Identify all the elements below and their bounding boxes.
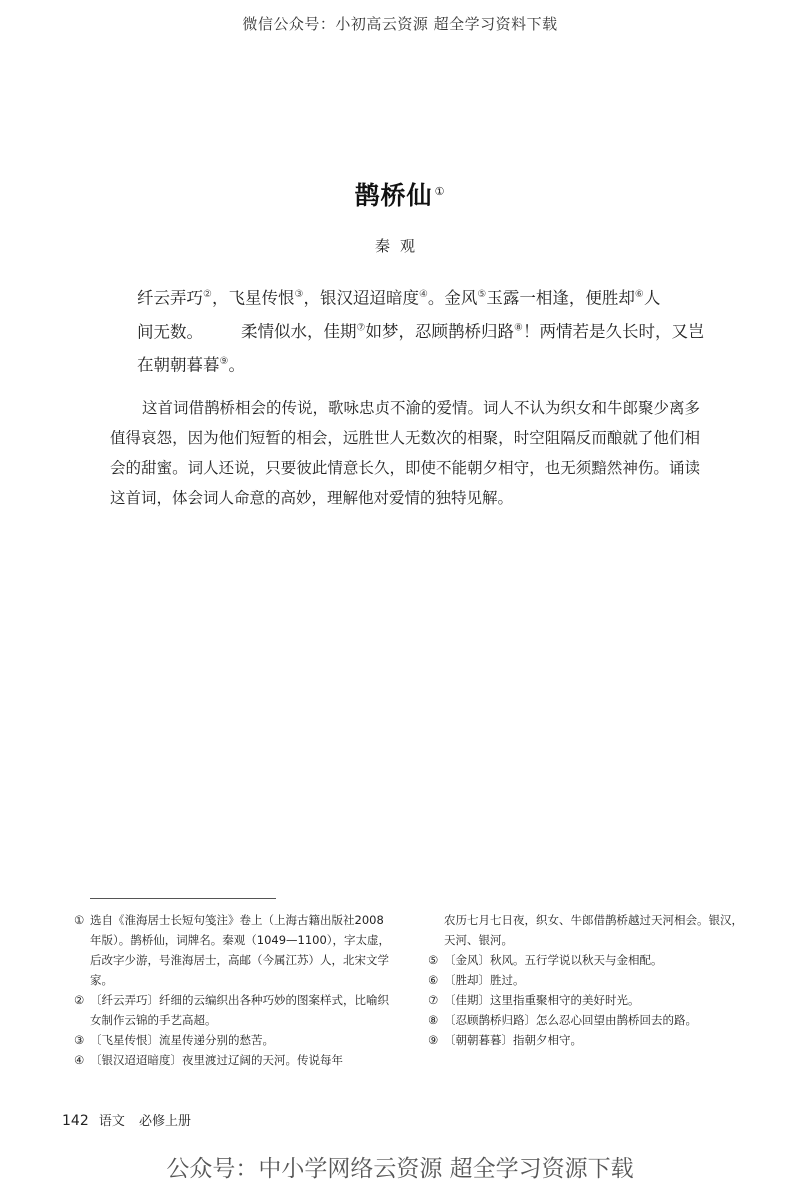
footnote-text: 〔银汉迢迢暗度〕夜里渡过辽阔的天河。传说每年 [90,1053,343,1067]
footnote-number: ⑥ [428,973,439,987]
poem-text: ，银汉迢迢暗度 [303,288,419,308]
poem-text: ！两情若是久长时，又岂 [522,322,705,341]
footnote-text: 〔飞星传恨〕流星传递分别的愁苦。 [90,1033,274,1047]
footnote-number: ② [74,993,85,1007]
footnote [74,1050,392,1070]
poem-text: 。金风 [427,288,478,308]
footnote [74,910,392,990]
poem-text: 。 [228,355,245,375]
author-name: 秦观 [374,237,425,255]
poem-text: 柔情似水，佳期 [241,322,357,341]
footnote-marker: ⑦ [356,322,366,334]
page-footer [62,1110,191,1129]
footnote-marker: ⑥ [634,289,644,300]
footnote-number: ⑧ [428,1013,439,1027]
volume-name: 必修上册 [139,1114,192,1129]
footnote-number: ⑨ [428,1033,439,1047]
footnote-number: ④ [74,1053,85,1067]
title-footnote-marker: ① [434,184,446,198]
footnote-text: 〔胜却〕胜过。 [444,973,525,987]
poem-line-1 [137,280,697,314]
footnote [428,970,748,990]
footnote-marker: ③ [294,289,304,300]
poem-line-2a [137,322,203,341]
footnote-marker: ⑨ [219,356,229,367]
poem-text: ，飞星传恨 [211,288,295,308]
footnote-marker: ④ [418,289,428,300]
footnote-number: ① [74,913,85,927]
poem-line-2 [137,314,705,348]
poem-line-2b [241,322,704,341]
poem-text: 间无数。 [137,322,203,341]
footnote [428,950,748,970]
poem-text: 纤云弄巧 [137,288,203,308]
footnote-marker: ⑤ [477,289,487,300]
footnote-continuation: 农历七月七日夜，织女、牛郎借鹊桥越过天河相会。银汉，天河、银河。 [444,913,743,947]
footnote-number: ③ [74,1033,85,1047]
title-block [0,176,800,212]
footnote-text: 〔佳期〕这里指重聚相守的美好时光。 [444,993,640,1007]
footnotes-left [74,910,392,1070]
footnote-number: ⑦ [428,993,439,1007]
poem-text: 人 [643,288,661,308]
footnote-text: 〔忍顾鹊桥归路〕怎么忍心回望由鹊桥回去的路。 [444,1013,697,1027]
footnote-number: ⑤ [428,953,439,967]
page-number: 142 [62,1113,89,1129]
poem-text: 玉露一相逢，便胜却 [486,288,635,308]
footnote-text: 〔金风〕秋风。五行学说以秋天与金相配。 [444,953,663,967]
footnote [74,990,392,1030]
poem-text: 如梦，忍顾鹊桥归路 [365,322,514,341]
intro-paragraph [110,393,700,513]
footnote-text: 〔纤云弄巧〕纤细的云编织出各种巧妙的图案样式，比喻织女制作云锦的手艺高超。 [90,993,389,1027]
footnote-marker: ⑧ [513,322,523,334]
header-watermark: 微信公众号：小初高云资源 超全学习资料下载 [242,15,558,33]
bottom-watermark: 公众号：中小学网络云资源 超全学习资源下载 [166,1156,634,1182]
footnote-text: 选自《淮海居士长短句笺注》卷上（上海古籍出版社2008年版）。鹊桥仙，词牌名。秦观（1049—1100），字太虚，后改字少游，号淮海居士，高邮（今属江苏）人，北宋文学家。 [90,913,391,987]
footnote-text: 〔朝朝暮暮〕指朝夕相守。 [444,1033,582,1047]
footnote [428,1030,748,1050]
poem-title: 鹊桥仙 ① [354,181,446,210]
footnote-marker: ② [203,289,212,300]
poem-body [137,280,705,381]
footnote-divider [90,898,276,899]
intro-text: 这首词借鹊桥相会的传说，歌咏忠贞不渝的爱情。词人不认为织女和牛郎聚少离多值得哀怨，因为他们短暂的相会，远胜世人无数次的相聚，时空阻隔反而酿就了他们相会的甜蜜。词人还说，只要彼此情意长久，即使不能朝夕相守，也无须黯然神伤。诵读这首词，体会词人命意的高妙，理解他对爱情的独特见解。 [110,399,701,507]
footnote [428,990,748,1010]
poem-text: 在朝朝暮暮 [137,355,220,375]
footnotes-right [428,910,748,1050]
poem-line-3 [137,347,697,381]
footnote [74,1030,392,1050]
footnote [428,1010,748,1030]
subject-name: 语文 [98,1114,125,1129]
